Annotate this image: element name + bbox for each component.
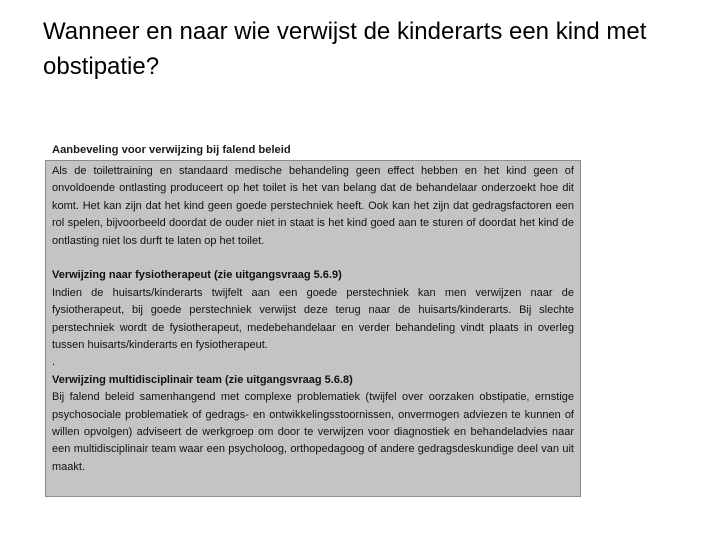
separator-dot: . <box>52 356 56 369</box>
recommendation-heading: Aanbeveling voor verwijzing bij falend beleid <box>45 141 581 160</box>
physio-paragraph: Indien de huisarts/kinderarts twijfelt aan een goede perstechniek kan men verwijzen naar de fysiotherapeut, bij goede perstechniek verwijst deze terug naar de huisarts/kinderarts. Bij slechte perstechniek wordt de fysiotherapeut, medebehandelaar en verder behandeling vindt plaats in overleg tussen huisarts/kinderarts en fysiotherapeut. <box>52 286 574 352</box>
team-paragraph: Bij falend beleid samenhangend met complexe problematiek (twijfel over oorzaken obstipatie, ernstige psychosociale problematiek of gedrags- en ontwikkelingsstoornissen, onvermogen adviezen te kunnen of willen opvolgen) adviseert de werkgroep om door te verwijzen voor diagnostiek en behandeladvies naar een multidisciplinair team waar een psycholoog, orthopedagoog of andere gedragsdeskundige deel van uit maakt. <box>52 391 574 473</box>
slide-title: Wanneer en naar wie verwijst de kinderarts een kind met obstipatie? <box>43 18 647 80</box>
intro-paragraph: Als de toilettraining en standaard medische behandeling geen effect hebben en het kind geen of onvoldoende ontlasting produceert op het toilet is het van belang dat de behandelaar onderzoekt hoe dit komt. Het kan zijn dat het kind geen goede perstechniek heeft. Ook kan het zijn dat gedragsfactoren een rol spelen, bijvoorbeeld doordat de ouder niet in staat is het kind goed aan te sturen of doordat het kind de ontlasting niet los durft te laten op het toilet. <box>52 165 574 247</box>
recommendation-box <box>45 160 581 497</box>
paragraph-spacer <box>52 250 574 267</box>
recommendation-figure <box>45 141 581 497</box>
team-heading: Verwijzing multidisciplinair team (zie uitgangsvraag 5.6.8) <box>52 373 353 386</box>
physio-heading: Verwijzing naar fysiotherapeut (zie uitgangsvraag 5.6.9) <box>52 269 342 282</box>
